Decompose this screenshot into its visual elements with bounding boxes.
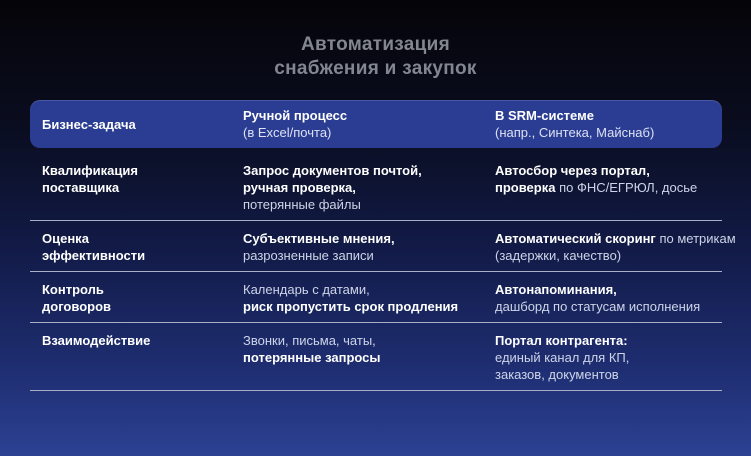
text-line (42, 298, 233, 315)
bold-text: проверка (495, 180, 556, 195)
slide-canvas (0, 33, 751, 456)
regular-text: (напр., Синтека, Майснаб) (495, 125, 655, 140)
header-cell-manual-process (243, 107, 495, 141)
text-line (243, 230, 485, 247)
regular-text: разрозненные записи (243, 248, 374, 263)
bold-text: договоров (42, 299, 112, 314)
regular-text: по метрикам (655, 231, 736, 246)
text-line (243, 196, 485, 213)
bold-text: В SRM-системе (495, 108, 594, 123)
text-line (243, 124, 485, 141)
bold-text: риск пропустить срок продления (243, 299, 459, 314)
text-line (495, 349, 712, 366)
regular-text: по ФНС/ЕГРЮЛ, досье (555, 180, 698, 195)
table-header-row (30, 100, 722, 148)
header-cell-business-task (42, 116, 243, 133)
regular-text: дашборд по статусам исполнения (495, 299, 701, 314)
table-body (30, 153, 736, 391)
table-row (30, 221, 736, 272)
text-line (42, 281, 233, 298)
regular-text: единый канал для КП, (495, 350, 630, 365)
regular-text: Календарь с датами, (243, 282, 370, 297)
bold-text: Запрос документов почтой, (243, 163, 422, 178)
srm-system-cell (495, 332, 722, 383)
comparison-table (30, 100, 736, 391)
manual-process-cell (243, 230, 495, 264)
srm-system-cell (495, 162, 722, 213)
text-line (243, 179, 485, 196)
manual-process-cell (243, 162, 495, 213)
bold-text: поставщика (42, 180, 120, 195)
text-line (495, 332, 712, 349)
bold-text: Ручной процесс (243, 108, 348, 123)
text-line (42, 230, 233, 247)
text-line (495, 366, 712, 383)
row-label-cell (42, 230, 243, 264)
text-line (495, 124, 712, 141)
bold-text: Автосбор через портал, (495, 163, 650, 178)
bold-text: Взаимодействие (42, 333, 151, 348)
bold-text: Квалификация (42, 163, 138, 178)
text-line (243, 332, 485, 349)
title-line-2: снабжения и закупок (274, 58, 477, 79)
srm-system-cell (495, 230, 746, 264)
text-line (495, 281, 712, 298)
bold-text: ручная проверка, (243, 180, 356, 195)
text-line (495, 298, 712, 315)
bold-text: Контроль (42, 282, 104, 297)
text-line (243, 349, 485, 366)
text-line (243, 162, 485, 179)
text-line (243, 247, 485, 264)
regular-text: Звонки, письма, чаты, (243, 333, 376, 348)
table-row (30, 153, 722, 221)
regular-text: (задержки, качество) (495, 248, 622, 263)
text-line (243, 298, 485, 315)
text-line (495, 162, 712, 179)
text-line (495, 107, 712, 124)
text-line (243, 281, 485, 298)
manual-process-cell (243, 281, 495, 315)
text-line (42, 247, 233, 264)
bold-text: Автонапоминания, (495, 282, 617, 297)
text-line (243, 107, 485, 124)
regular-text: заказов, документов (495, 367, 619, 382)
regular-text: потерянные файлы (243, 197, 361, 212)
bold-text: потерянные запросы (243, 350, 381, 365)
srm-system-cell (495, 281, 722, 315)
row-label-cell (42, 162, 243, 213)
bold-text: эффективности (42, 248, 146, 263)
bold-text: Автоматический скоринг (495, 231, 656, 246)
title-line-1: Автоматизация (300, 34, 451, 55)
regular-text: (в Excel/почта) (243, 125, 332, 140)
slide-title (0, 33, 751, 81)
bold-text: Портал контрагента: (495, 333, 628, 348)
text-line (495, 179, 712, 196)
text-line (42, 179, 233, 196)
bold-text: Бизнес-задача (42, 116, 136, 132)
text-line (495, 247, 736, 264)
table-row (30, 272, 722, 323)
bold-text: Оценка (42, 231, 89, 246)
bold-text: Субъективные мнения, (243, 231, 395, 246)
text-line (495, 230, 736, 247)
manual-process-cell (243, 332, 495, 383)
table-row (30, 323, 722, 391)
text-line (42, 162, 233, 179)
text-line (42, 332, 233, 349)
row-label-cell (42, 281, 243, 315)
header-cell-srm-system (495, 107, 722, 141)
row-label-cell (42, 332, 243, 383)
text-line (42, 116, 233, 133)
